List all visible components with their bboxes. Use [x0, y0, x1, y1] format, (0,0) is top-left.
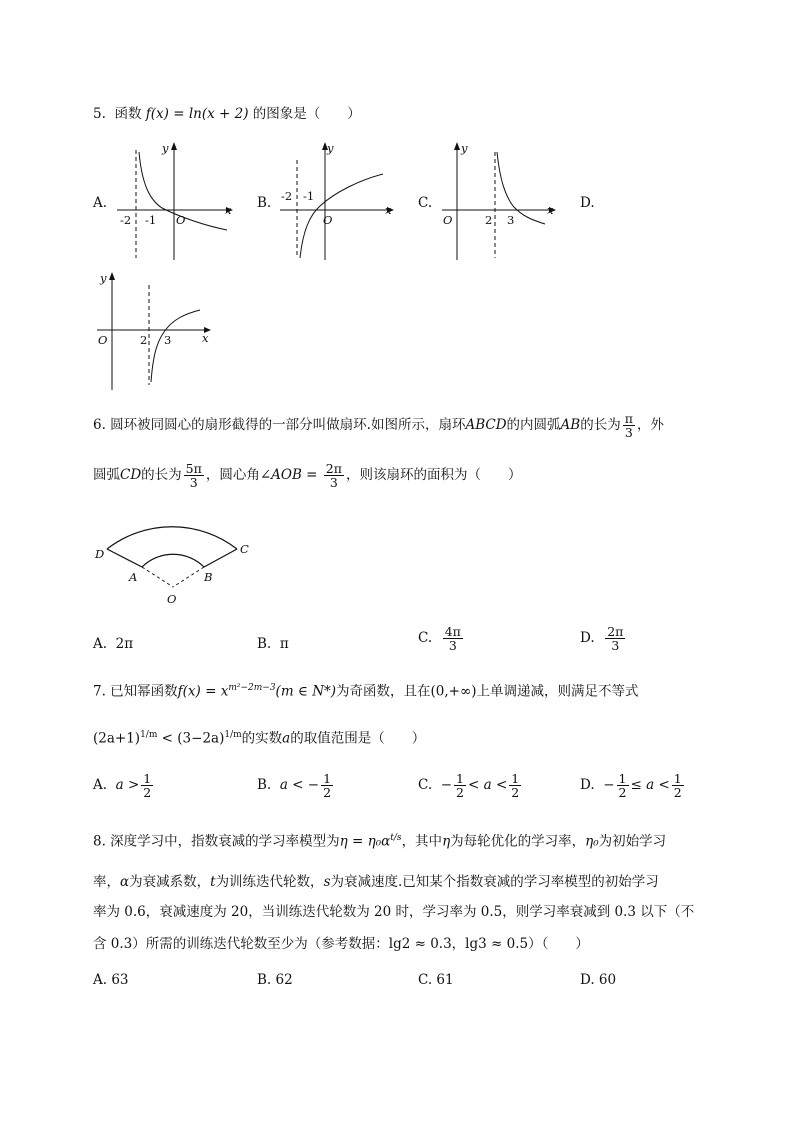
q8-line2: 率，α为衰减系数，t为训练迭代轮数，s为衰减速度.已知某个指数衰减的学习率模型的初始学习 [93, 874, 659, 890]
q8-line4: 含 0.3）所需的训练迭代轮数至少为（参考数据：lg2 ≈ 0.3，lg3 ≈ 0.5）（ ） [93, 936, 589, 952]
q8-option-b: B. 62 [257, 972, 293, 988]
svg-text:O: O [98, 333, 108, 347]
q5-a-x: x [225, 203, 232, 217]
q6-option-c: C. $\frac{4\pi}{3}$ [418, 624, 461, 654]
svg-text:3: 3 [164, 333, 172, 347]
q6-label-o: O [167, 592, 177, 606]
q7-line1: 7. 已知幂函数$f(x) = x^{m^2-2m-3}(m$ ∈ N*)为奇函数，且在(0,+∞)上单调递减，则满足不等式 [93, 683, 639, 700]
q8-line3: 率为 0.6，衰减速度为 20，当训练迭代轮数为 20 时，学习率为 0.5，则学习率衰减到 0.3 以下（不 [93, 904, 695, 920]
svg-text:x: x [385, 203, 392, 217]
svg-text:x: x [202, 331, 209, 345]
svg-text:2: 2 [485, 213, 493, 227]
svg-text:2: 2 [140, 333, 148, 347]
q6-label-c: C [240, 542, 249, 556]
q5-a-o: O [176, 213, 186, 227]
q6-line2: 圆弧CD的长为 $\frac{5\pi}{3}$ ，圆心角∠AOB = $\frac{2\pi}{3}$ ，则该扇环的面积为（ ） [93, 461, 522, 491]
svg-text:y: y [327, 141, 334, 155]
q6-sector-figure [92, 505, 267, 610]
svg-text:O: O [323, 213, 333, 227]
svg-text:x: x [547, 203, 554, 217]
q7-option-c: C. − $\frac{1}{2}$ < a < $\frac{1}{2}$ [418, 771, 520, 801]
q5-a-y: y [162, 141, 169, 155]
q5-a-m2: -2 [120, 213, 132, 227]
q6-option-a: A. 2π [93, 636, 134, 652]
q6-line1: 6. 圆环被同圆心的扇形截得的一部分叫做扇环.如图所示，扇环ABCD的内圆弧AB的长为 $\frac{\pi}{3}$ ，外 [93, 411, 664, 441]
q8-option-d: D. 60 [580, 972, 617, 988]
q5-option-a-label: A. [93, 195, 108, 211]
svg-text:y: y [461, 141, 468, 155]
q5-option-c-label: C. [418, 195, 433, 211]
q5-stem: 5. 函数 f(x) = ln(x + 2) 的图象是（ ） [93, 106, 361, 122]
q7-option-a: A. a > $\frac{1}{2}$ [93, 771, 152, 801]
q8-option-c: C. 61 [418, 972, 454, 988]
q7-option-d: D. − $\frac{1}{2}$ ≤ a < $\frac{1}{2}$ [580, 771, 682, 801]
q6-option-b: B. π [257, 636, 289, 652]
q5-a-m1: -1 [145, 213, 157, 227]
svg-text:3: 3 [507, 213, 515, 227]
q5-graph-d [92, 270, 217, 395]
q5-graph-c [437, 140, 562, 265]
q5-option-d-label: D. [580, 195, 595, 211]
q7-line2: $(2a+1)^{1/m} < (3-2a)^{1/m}$的实数a的取值范围是（ ） [93, 730, 426, 747]
q5-option-b-label: B. [257, 195, 272, 211]
q5-graph-a [112, 140, 237, 265]
q7-option-b: B. a < − $\frac{1}{2}$ [257, 771, 332, 801]
svg-text:O: O [443, 213, 453, 227]
svg-text:y: y [100, 271, 107, 285]
q6-label-d: D [95, 547, 105, 561]
q5-graph-b [275, 140, 400, 265]
svg-text:-2: -2 [281, 189, 293, 203]
q8-option-a: A. 63 [93, 972, 129, 988]
q6-label-b: B [204, 570, 213, 584]
q6-option-d: D. $\frac{2\pi}{3}$ [580, 624, 624, 654]
q8-line1: 8. 深度学习中，指数衰减的学习率模型为$\eta = \eta_0\alpha^{t/s}$，其中η为每轮优化的学习率，η₀为初始学习 [93, 833, 667, 850]
svg-text:-1: -1 [303, 189, 315, 203]
q6-label-a: A [129, 570, 138, 584]
